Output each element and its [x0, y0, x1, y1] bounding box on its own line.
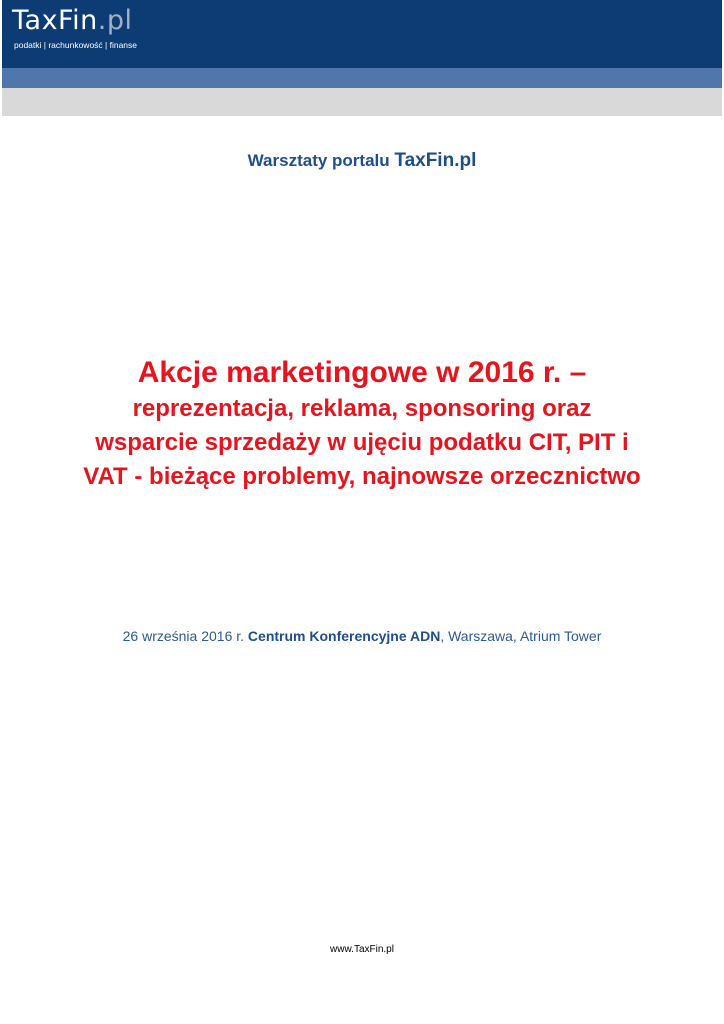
workshop-brand: TaxFin.pl: [394, 150, 477, 171]
footer-url[interactable]: www.TaxFin.pl: [330, 944, 394, 955]
logo-tagline: podatki | rachunkowość | finanse: [14, 40, 138, 50]
workshop-heading: [0, 150, 724, 172]
logo-main-text: TaxFin: [12, 5, 98, 36]
event-location: , Warszawa, Atrium Tower: [440, 628, 602, 644]
logo-wordmark: [12, 4, 137, 38]
header-band: [2, 0, 722, 68]
event-details: [0, 628, 724, 644]
logo-suffix-text: .pl: [97, 5, 133, 36]
event-date: 26 września 2016 r.: [122, 628, 248, 644]
header-accent-band: [2, 68, 722, 88]
header-grey-band: [2, 88, 722, 116]
document-title: [0, 354, 724, 494]
title-line-2: reprezentacja, reklama, sponsoring oraz wsparcie sprzedaży w ujęciu podatku CIT, PIT i VAT - bieżące problemy, najnowsze orzecznictwo: [83, 395, 641, 490]
taxfin-logo[interactable]: [12, 4, 137, 51]
title-line-1: Akcje marketingowe w 2016 r. –: [137, 356, 587, 389]
event-venue: Centrum Konferencyjne ADN: [247, 628, 441, 644]
workshop-prefix: Warsztaty portalu: [247, 151, 395, 170]
